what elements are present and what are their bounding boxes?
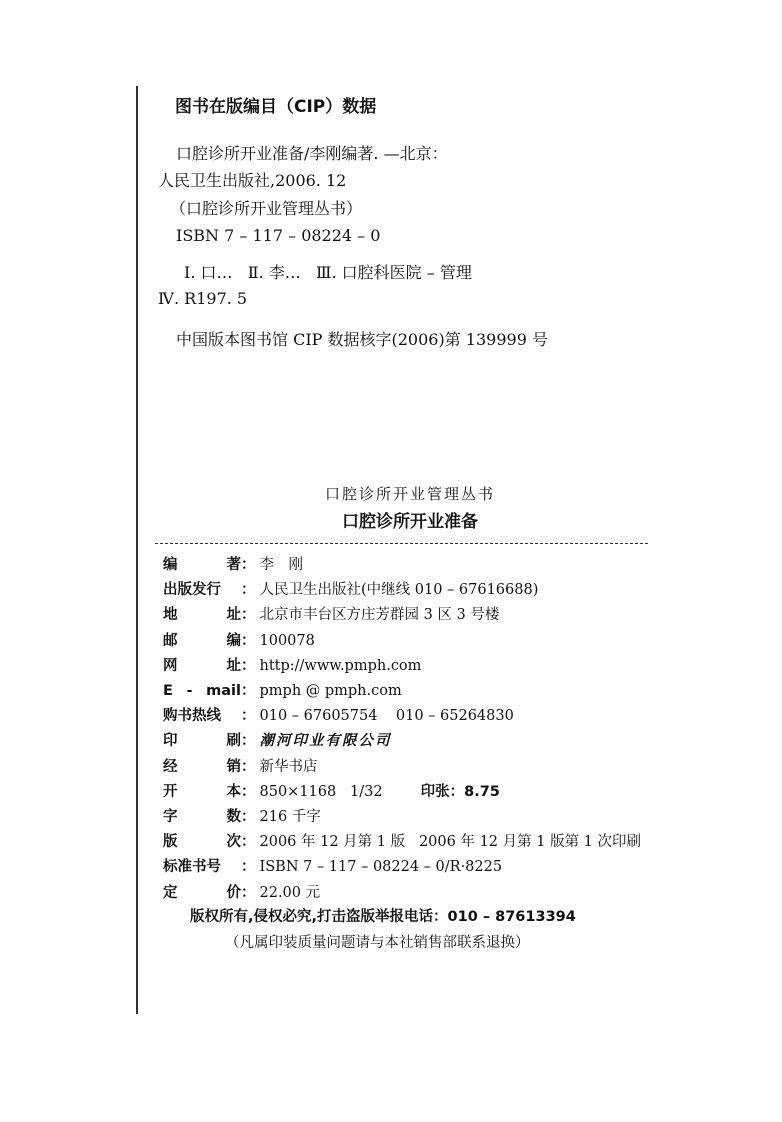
copyright-notice: 版权所有,侵权必究,打击盗版举报电话：010 – 87613394 [190, 909, 576, 925]
detail-label-part: 次 [226, 834, 241, 851]
detail-row [163, 605, 499, 625]
detail-label-part: 刷 [226, 733, 241, 750]
return-notice: （凡属印装质量问题请与本社销售部联系退换） [225, 935, 530, 951]
title-divider [155, 543, 648, 544]
detail-label [163, 857, 241, 877]
detail-value: 新华书店 [259, 758, 318, 775]
detail-label [163, 656, 241, 676]
detail-row [163, 883, 320, 903]
detail-label-part: 开 [163, 783, 178, 800]
cip-classification: Ⅳ. R197. 5 [158, 289, 248, 308]
detail-label-part: 销 [226, 758, 241, 775]
detail-label [163, 883, 241, 903]
detail-value: 人民卫生出版社(中继线 010 – 67616688) [259, 582, 539, 599]
detail-label [163, 782, 241, 802]
detail-label-part: - [186, 683, 193, 699]
cip-record: 中国版本图书馆 CIP 数据核字(2006)第 139999 号 [176, 330, 548, 349]
detail-label-part: 价 [226, 884, 241, 901]
cip-heading: 图书在版编目（CIP）数据 [175, 97, 377, 117]
detail-value: ISBN 7 – 117 – 08224 – 0/R·8225 [259, 859, 503, 876]
detail-label-part: 地 [163, 607, 178, 624]
detail-label-part: 网 [163, 657, 178, 674]
detail-row [163, 832, 641, 852]
detail-row [163, 757, 318, 777]
detail-value: pmph @ pmph.com [259, 683, 402, 699]
detail-label-part: 标准书号 [163, 859, 221, 876]
detail-label [163, 631, 241, 651]
detail-value: 100078 [259, 632, 315, 649]
colon: ： [241, 858, 256, 876]
detail-value: 22.00 元 [259, 884, 321, 901]
detail-label-part: 著 [226, 557, 241, 573]
detail-row [163, 857, 502, 877]
detail-value: 潮河印业有限公司 [259, 732, 392, 750]
detail-row [163, 580, 538, 600]
colon: ： [241, 631, 256, 649]
detail-label-part: 经 [163, 758, 178, 775]
detail-label [163, 757, 241, 777]
detail-label-part: 编 [163, 557, 178, 573]
book-title: 口腔诊所开业准备 [342, 512, 478, 532]
detail-value: 北京市丰台区方庄芳群园 3 区 3 号楼 [259, 607, 500, 624]
detail-label-part: E [163, 683, 173, 699]
detail-label-part: 印 [163, 733, 178, 750]
cip-line: 人民卫生出版社,2006. 12 [158, 171, 347, 190]
detail-label-part: 购书热线 [163, 708, 221, 725]
detail-label [163, 681, 241, 701]
detail-value: 850×1168 1/32 [259, 783, 383, 800]
detail-row [163, 782, 500, 802]
colon: ： [241, 883, 256, 901]
detail-label-part: 字 [163, 809, 178, 825]
detail-row [163, 656, 421, 676]
detail-row [163, 807, 321, 827]
cip-isbn: ISBN 7 – 117 – 08224 – 0 [176, 226, 381, 245]
detail-value: 010 – 67605754 010 – 65264830 [259, 708, 514, 725]
detail-label [163, 605, 241, 625]
colon: ： [241, 782, 256, 800]
detail-label-part: 邮 [163, 632, 178, 649]
detail-label [163, 580, 241, 600]
colon: ： [241, 808, 256, 825]
detail-label [163, 807, 241, 827]
detail-label [163, 731, 241, 751]
detail-row [163, 681, 402, 701]
cip-subjects: Ⅰ. 口… Ⅱ. 李… Ⅲ. 口腔科医院 – 管理 [184, 263, 472, 282]
detail-label-part: 编 [226, 632, 241, 649]
detail-label-part: 出版发行 [163, 582, 221, 599]
detail-label [163, 555, 241, 575]
detail-label-part: 数 [226, 809, 241, 825]
colon: ： [241, 556, 256, 573]
colon: ： [241, 732, 256, 750]
detail-label-part: 定 [163, 884, 178, 901]
series-title: 口腔诊所开业管理丛书 [324, 485, 495, 503]
detail-extra: 印张：8.75 [420, 783, 500, 800]
cip-line: 口腔诊所开业准备/李刚编著. —北京： [176, 144, 448, 163]
colon: ： [241, 833, 256, 851]
detail-value: 2006 年 12 月第 1 版 2006 年 12 月第 1 版第 1 次印刷 [259, 834, 642, 851]
detail-label-part: 本 [226, 783, 241, 800]
detail-row [163, 555, 303, 575]
colon: ： [241, 707, 256, 725]
colon: ： [241, 656, 256, 674]
cip-line: （口腔诊所开业管理丛书） [170, 199, 363, 218]
detail-label-part: 址 [226, 657, 241, 674]
colon: ： [241, 757, 256, 775]
detail-value: 216 千字 [259, 809, 321, 825]
colon: ： [241, 682, 256, 699]
detail-row [163, 631, 315, 651]
margin-rule [136, 86, 138, 1014]
detail-row [163, 731, 392, 751]
detail-label [163, 706, 241, 726]
detail-value: http://www.pmph.com [259, 657, 422, 674]
detail-label-part: 版 [163, 834, 178, 851]
colon: ： [241, 606, 256, 624]
colon: ： [241, 581, 256, 599]
detail-row [163, 706, 514, 726]
detail-value: 李 刚 [259, 557, 303, 573]
detail-label-part: mail [206, 683, 241, 699]
detail-label [163, 832, 241, 852]
detail-label-part: 址 [226, 607, 241, 624]
